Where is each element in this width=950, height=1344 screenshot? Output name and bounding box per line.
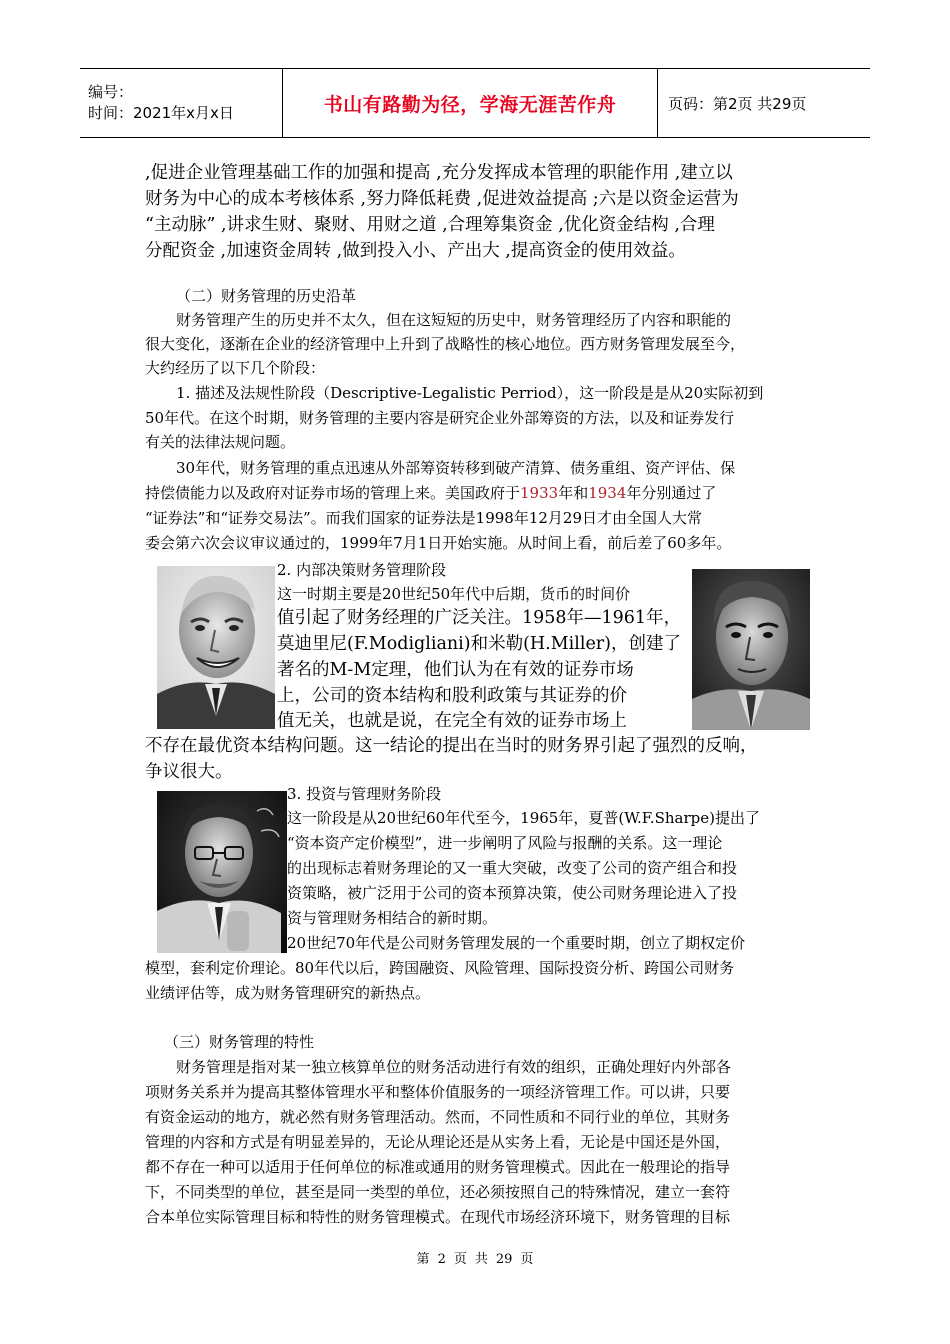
section-heading-traits: （三）财务管理的特性	[164, 1033, 315, 1051]
traits-line: 财务管理是指对某一独立核算单位的财务活动进行有效的组织，正确处理好内外部各	[176, 1058, 732, 1076]
stage3-line: 模型，套利定价理论。80年代以后，跨国融资、风险管理、国际投资分析、跨国公司财务	[145, 959, 735, 977]
portrait-photo-sharpe	[157, 791, 287, 953]
stage1-line: 1. 描述及法规性阶段（Descriptive-Legalistic Perriod），这一阶段是是从20实际初到	[176, 384, 764, 402]
year-1933: 1933	[520, 484, 559, 502]
footer-text: 共	[474, 1252, 488, 1267]
stage2-line: 值无关，也就是说，在完全有效的证券市场上	[277, 711, 627, 731]
header-motto: 书山有路勤为径，学海无涯苦作舟	[323, 93, 617, 116]
header-meta	[80, 69, 283, 137]
paragraph-line: 很大变化，逐渐在企业的经济管理中上升到了战略性的核心地位。西方财务管理发展至今，	[145, 335, 746, 353]
portrait-photo-modigliani	[157, 566, 275, 729]
stage3-line: “资本资产定价模型”，进一步阐明了风险与报酬的关系。这一理论	[287, 834, 723, 852]
footer-text: 页	[520, 1252, 534, 1267]
stage3-line: 这一阶段是从20世纪60年代至今，1965年，夏普(W.F.Sharpe)提出了	[287, 809, 760, 827]
traits-line: 管理的内容和方式是有明显差异的，无论从理论还是从实务上看，无论是中国还是外国，	[145, 1133, 731, 1151]
traits-line: 项财务关系并为提高其整体管理水平和整体价值服务的一项经济管理工作。可以讲，只要	[145, 1083, 731, 1101]
stage2-title: 2. 内部决策财务管理阶段	[277, 561, 447, 579]
paragraph-line: 委会第六次会议审议通过的，1999年7月1日开始实施。从时间上看，前后差了60多年。	[145, 534, 732, 552]
year-1934: 1934	[588, 484, 627, 502]
stage3-line: 业绩评估等，成为财务管理研究的新热点。	[145, 984, 431, 1002]
paragraph-line	[145, 483, 815, 504]
text-run: 年和	[558, 484, 589, 502]
text-run: 年分别通过了	[626, 484, 717, 502]
page-footer	[0, 1248, 950, 1267]
stage2-line: 这一时期主要是20世纪50年代中后期，货币的时间价	[277, 585, 631, 603]
stage2-line: 不存在最优资本结构问题。这一结论的提出在当时的财务界引起了强烈的反响，	[145, 736, 758, 756]
stage3-line: 的出现标志着财务理论的又一重大突破，改变了公司的资产组合和投	[287, 859, 738, 877]
paragraph-line: “证券法”和“证券交易法”。而我们国家的证券法是1998年12月29日才由全国人大常	[145, 509, 703, 527]
stage2-line: 莫迪里尼(F.Modigliani)和米勒(H.Miller)，创建了	[277, 634, 681, 654]
intro-line: “主动脉” ,讲求生财、聚财、用财之道 ,合理筹集资金 ,优化资金结构 ,合理	[145, 215, 715, 235]
stage1-line: 50年代。在这个时期，财务管理的主要内容是研究企业外部筹资的方法，以及和证券发行	[145, 409, 735, 427]
stage2-line: 上，公司的资本结构和股利政策与其证券的价	[277, 686, 627, 706]
stage2-line: 值引起了财务经理的广泛关注。1958年—1961年，	[277, 608, 682, 628]
stage3-line: 20世纪70年代是公司财务管理发展的一个重要时期，创立了期权定价	[287, 934, 746, 952]
stage3-line: 资与管理财务相结合的新时期。	[287, 909, 498, 927]
traits-line: 下，不同类型的单位，甚至是同一类型的单位，还必须按照自己的特殊情况，建立一套符	[145, 1183, 731, 1201]
traits-line: 有资金运动的地方，就必然有财务管理活动。然而，不同性质和不同行业的单位，其财务	[145, 1108, 731, 1126]
doc-time-label: 时间：2021年x月x日	[88, 104, 234, 122]
paragraph-line: 大约经历了以下几个阶段：	[145, 359, 326, 377]
stage3-line: 资策略，被广泛用于公司的资本预算决策，使公司财务理论进入了投	[287, 884, 738, 902]
stage2-line: 著名的M-M定理，他们认为在有效的证券市场	[277, 660, 634, 680]
intro-line: 分配资金 ,加速资金周转 ,做到投入小、产出大 ,提高资金的使用效益。	[145, 241, 686, 261]
doc-number-label: 编号：	[88, 83, 134, 101]
traits-line: 合本单位实际管理目标和特性的财务管理模式。在现代市场经济环境下，财务管理的目标	[145, 1208, 731, 1226]
stage1-line: 有关的法律法规问题。	[145, 433, 296, 451]
section-heading-history: （二）财务管理的历史沿革	[176, 287, 357, 305]
footer-page-num: 2	[437, 1252, 446, 1267]
intro-line: 财务为中心的成本考核体系 ,努力降低耗费 ,促进效益提高 ;六是以资金运营为	[145, 189, 739, 209]
paragraph-line: 财务管理产生的历史并不太久，但在这短短的历史中，财务管理经历了内容和职能的	[176, 311, 732, 329]
stage2-line: 争议很大。	[145, 762, 233, 782]
intro-line: ,促进企业管理基础工作的加强和提高 ,充分发挥成本管理的职能作用 ,建立以	[145, 163, 733, 183]
footer-total-pages: 29	[495, 1252, 513, 1267]
header-motto-cell	[283, 69, 658, 137]
traits-line: 都不存在一种可以适用于任何单位的标准或通用的财务管理模式。因此在一般理论的指导	[145, 1158, 731, 1176]
page-number-label: 页码：第2页 共29页	[668, 94, 807, 113]
footer-text: 页	[453, 1252, 467, 1267]
page-header	[80, 68, 870, 138]
header-page-info	[658, 69, 870, 137]
footer-text: 第	[416, 1252, 430, 1267]
text-run: 持偿债能力以及政府对证券市场的管理上来。美国政府于	[145, 484, 521, 502]
paragraph-line: 30年代，财务管理的重点迅速从外部筹资转移到破产清算、债务重组、资产评估、保	[176, 459, 736, 477]
stage3-title: 3. 投资与管理财务阶段	[287, 785, 442, 803]
